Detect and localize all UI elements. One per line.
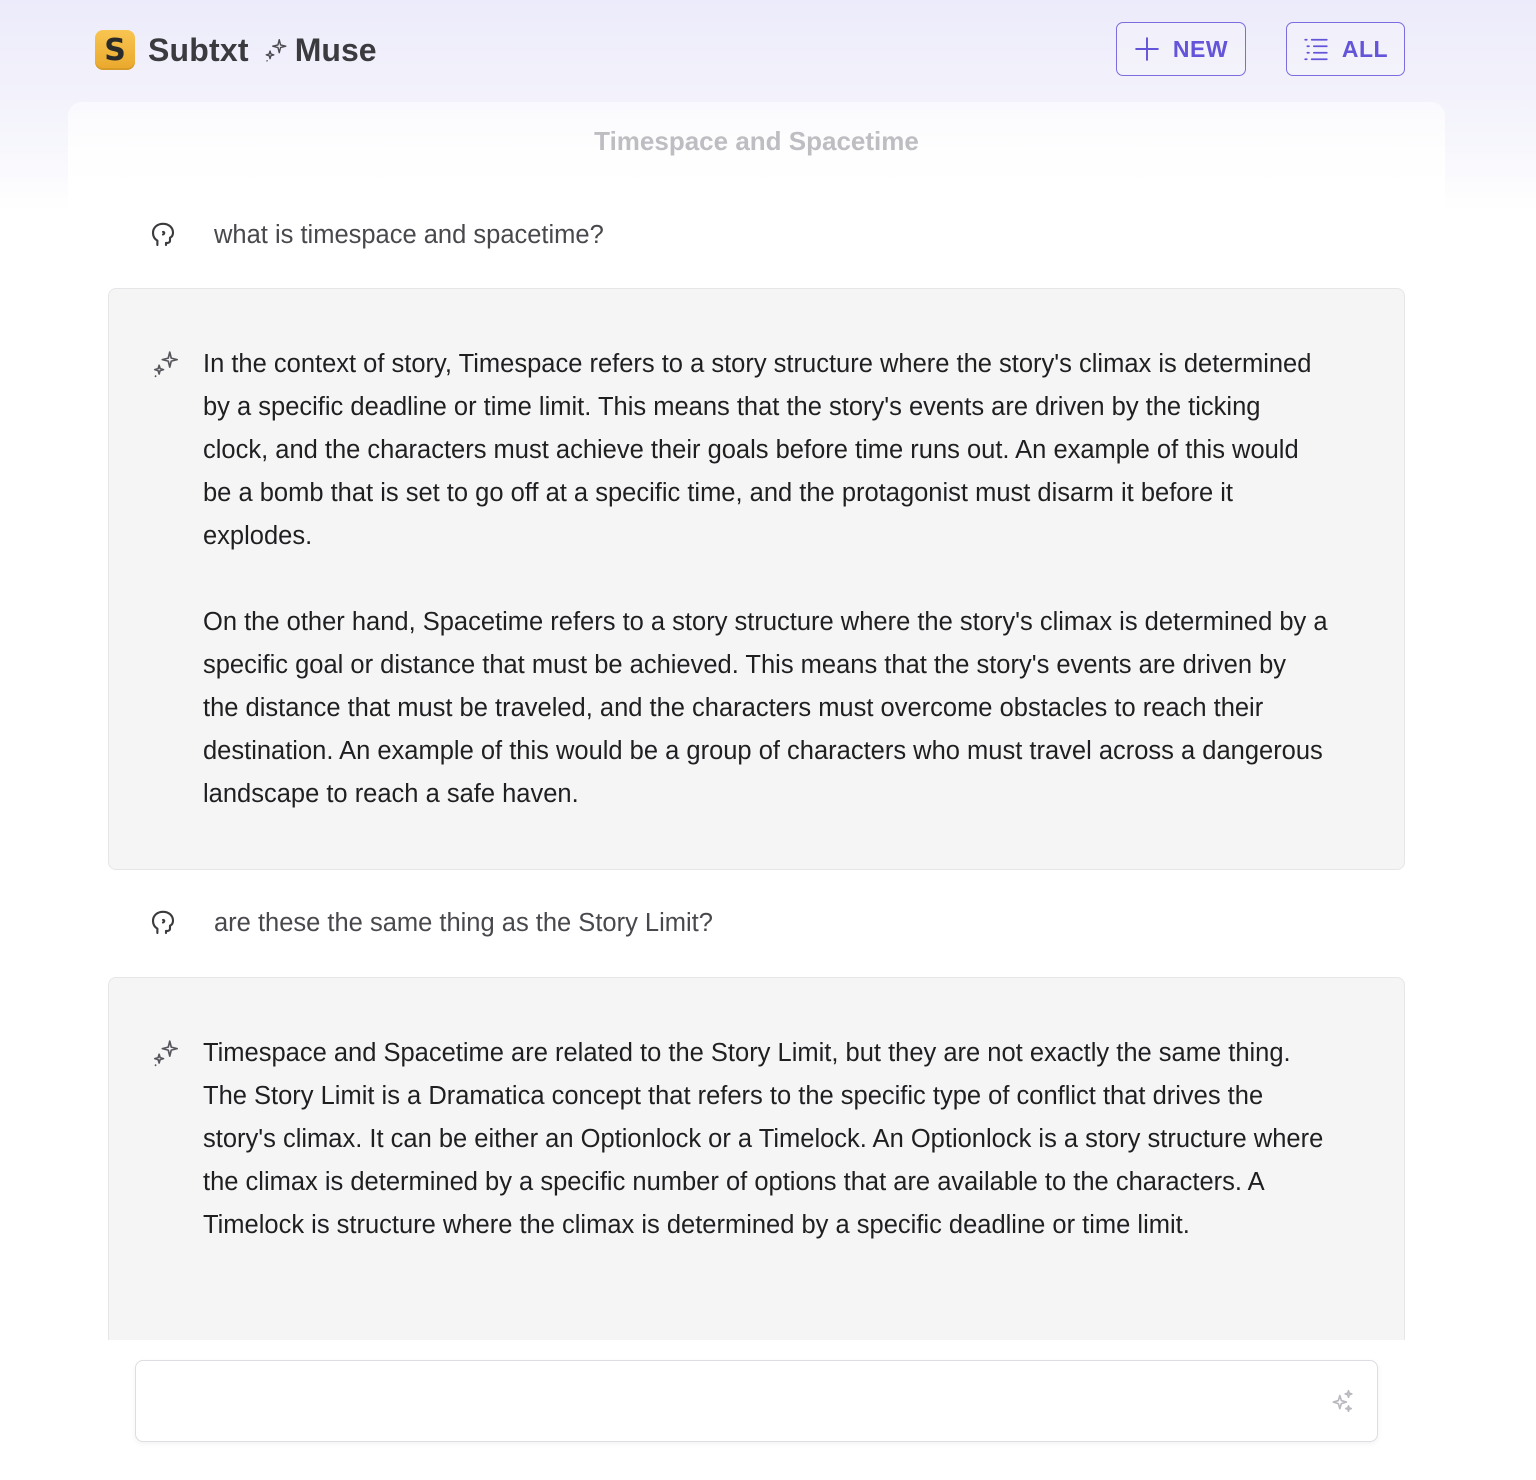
user-message-text: are these the same thing as the Story Limit? bbox=[214, 908, 713, 937]
user-message bbox=[148, 217, 604, 253]
sparkles-icon bbox=[151, 349, 181, 379]
message-composer[interactable] bbox=[135, 1360, 1378, 1442]
message-paragraph: Timespace and Spacetime are related to the Story Limit, but they are not exactly the same thing. The Story Limit is a Dramatica concept that refers to the specific type of conflict that drives the story's climax. It can be either an Optionlock or a Timelock. An Optionlock is a story structure where the climax is determined by a specific number of options that are available to the characters. A Timelock is structure where the climax is determined by a specific deadline or time limit. bbox=[203, 1039, 1324, 1239]
product-name: Muse bbox=[294, 31, 377, 68]
send-sparkles-icon[interactable] bbox=[1329, 1388, 1355, 1414]
assistant-message-body bbox=[203, 1032, 1328, 1247]
all-conversations-button[interactable] bbox=[1286, 22, 1405, 76]
message-input[interactable] bbox=[160, 1381, 1304, 1423]
user-message bbox=[148, 905, 713, 941]
assistant-message bbox=[108, 288, 1405, 870]
sparkles-icon bbox=[263, 37, 289, 63]
message-paragraph: On the other hand, Spacetime refers to a story structure where the story's climax is determined by a specific goal or distance that must be achieved. This means that the story's events are driven by the distance that must be traveled, and the characters must overcome obstacles to reach their destination. An example of this would be a group of characters who must travel across a dangerous landscape to reach a safe haven. bbox=[203, 608, 1328, 808]
brand-name: Subtxt bbox=[148, 31, 249, 68]
assistant-message-body bbox=[203, 343, 1328, 816]
new-button-label: NEW bbox=[1172, 35, 1229, 62]
plus-icon bbox=[1134, 36, 1160, 62]
subtxt-logo: S bbox=[95, 30, 135, 70]
all-button-label: ALL bbox=[1341, 35, 1389, 62]
user-head-icon bbox=[148, 908, 178, 938]
message-paragraph: In the context of story, Timespace refers to a story structure where the story's climax is determined by a specific deadline or time limit. This means that the story's events are driven by the ticking clock, and the characters must achieve their goals before time runs out. An example of this would be a bomb that is set to go off at a specific time, and the protagonist must disarm it before it explodes. bbox=[203, 350, 1312, 550]
list-icon bbox=[1303, 36, 1329, 62]
sparkles-icon bbox=[151, 1038, 181, 1068]
user-message-text: what is timespace and spacetime? bbox=[214, 220, 604, 249]
new-conversation-button[interactable] bbox=[1116, 22, 1246, 76]
conversation-title: Timespace and Spacetime bbox=[594, 126, 919, 156]
user-head-icon bbox=[148, 220, 178, 250]
brand[interactable] bbox=[95, 29, 377, 71]
assistant-message bbox=[108, 977, 1405, 1357]
